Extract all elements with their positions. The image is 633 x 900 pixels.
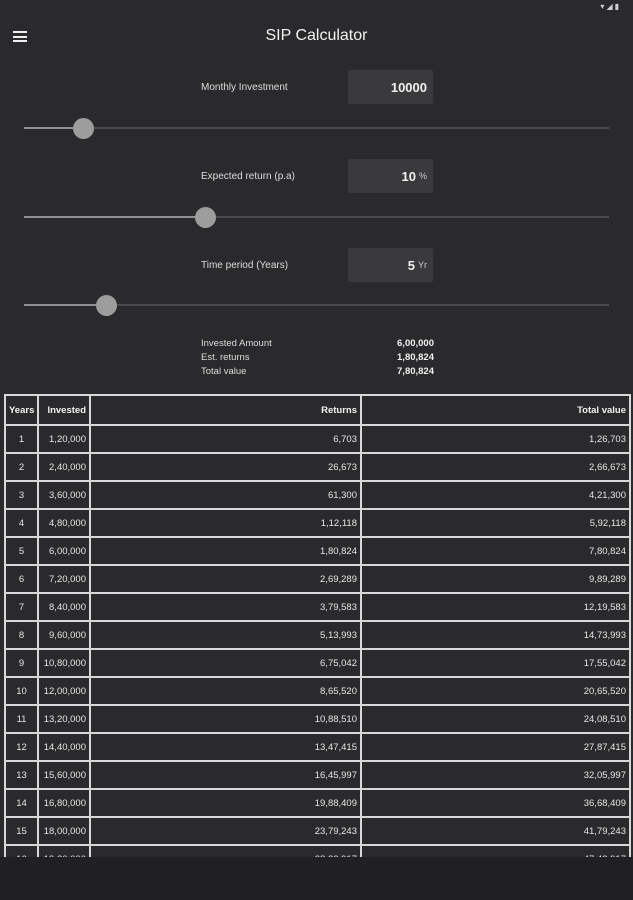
table-row [5, 453, 630, 481]
cell-total-value: 14,73,993 [361, 621, 630, 649]
table-row [5, 817, 630, 845]
cell-returns: 2,69,289 [90, 565, 361, 593]
cell-year: 2 [5, 453, 38, 481]
cell-total-value: 27,87,415 [361, 733, 630, 761]
cell-invested: 1,20,000 [38, 425, 90, 453]
cell-returns: 23,79,243 [90, 817, 361, 845]
slider-thumb[interactable] [73, 118, 94, 139]
est-returns-label: Est. returns [201, 352, 250, 363]
cell-invested: 15,60,000 [38, 761, 90, 789]
monthly-investment-value: 10000 [390, 79, 427, 95]
summary-total [201, 365, 434, 379]
header-returns: Returns [90, 395, 361, 425]
cell-invested: 6,00,000 [38, 537, 90, 565]
table-row [5, 481, 630, 509]
monthly-investment-slider[interactable] [24, 118, 609, 138]
table-row [5, 621, 630, 649]
table-row [5, 509, 630, 537]
cell-invested: 14,40,000 [38, 733, 90, 761]
cell-total-value: 32,05,997 [361, 761, 630, 789]
slider-track [24, 127, 609, 129]
time-period-unit: Yr [418, 260, 427, 270]
cell-total-value: 20,65,520 [361, 677, 630, 705]
cell-total-value: 7,80,824 [361, 537, 630, 565]
cell-invested: 3,60,000 [38, 481, 90, 509]
cell-returns: 3,79,583 [90, 593, 361, 621]
cell-total-value: 12,19,583 [361, 593, 630, 621]
time-period-input[interactable] [348, 248, 433, 282]
summary-panel [201, 337, 434, 379]
status-icons: ▾◢▮ [600, 2, 621, 11]
cell-returns: 5,13,993 [90, 621, 361, 649]
cell-returns: 16,45,997 [90, 761, 361, 789]
cell-returns: 26,673 [90, 453, 361, 481]
cell-invested: 9,60,000 [38, 621, 90, 649]
time-period-value: 5 [407, 257, 415, 273]
invested-amount-value: 6,00,000 [397, 338, 434, 349]
cell-year: 1 [5, 425, 38, 453]
slider-fill [24, 304, 106, 306]
cell-year: 15 [5, 817, 38, 845]
table-row [5, 593, 630, 621]
cell-year: 13 [5, 761, 38, 789]
cell-year: 3 [5, 481, 38, 509]
expected-return-input[interactable] [348, 159, 433, 193]
breakdown-table [4, 394, 631, 874]
cell-total-value: 4,21,300 [361, 481, 630, 509]
cell-total-value: 9,89,289 [361, 565, 630, 593]
summary-returns [201, 351, 434, 365]
cell-returns: 1,80,824 [90, 537, 361, 565]
cell-total-value: 41,79,243 [361, 817, 630, 845]
cell-total-value: 5,92,118 [361, 509, 630, 537]
header-invested: Invested [38, 395, 90, 425]
cell-year: 6 [5, 565, 38, 593]
table-row [5, 537, 630, 565]
cell-returns: 19,88,409 [90, 789, 361, 817]
cell-returns: 61,300 [90, 481, 361, 509]
cell-invested: 16,80,000 [38, 789, 90, 817]
cell-returns: 8,65,520 [90, 677, 361, 705]
cell-year: 11 [5, 705, 38, 733]
header-years: Years [5, 395, 38, 425]
cell-year: 9 [5, 649, 38, 677]
time-period-slider[interactable] [24, 295, 609, 315]
app-bar [0, 14, 633, 58]
total-value-label: Total value [201, 366, 247, 377]
cell-returns: 1,12,118 [90, 509, 361, 537]
cell-total-value: 17,55,042 [361, 649, 630, 677]
total-value-value: 7,80,824 [397, 366, 434, 377]
summary-invested [201, 337, 434, 351]
table-row [5, 425, 630, 453]
cell-invested: 13,20,000 [38, 705, 90, 733]
cell-returns: 13,47,415 [90, 733, 361, 761]
cell-total-value: 1,26,703 [361, 425, 630, 453]
page-title: SIP Calculator [265, 27, 368, 44]
table-row [5, 677, 630, 705]
est-returns-value: 1,80,824 [397, 352, 434, 363]
monthly-investment-label: Monthly Investment [201, 82, 288, 93]
slider-fill [24, 216, 205, 218]
cell-total-value: 2,66,673 [361, 453, 630, 481]
table-header-row [5, 395, 630, 425]
time-period-label: Time period (Years) [201, 260, 289, 271]
cell-invested: 2,40,000 [38, 453, 90, 481]
table-row [5, 789, 630, 817]
invested-amount-label: Invested Amount [201, 338, 272, 349]
bottom-bar [0, 857, 633, 900]
expected-return-label: Expected return (p.a) [201, 171, 295, 182]
expected-return-slider[interactable] [24, 207, 609, 227]
cell-invested: 7,20,000 [38, 565, 90, 593]
cell-year: 4 [5, 509, 38, 537]
cell-invested: 10,80,000 [38, 649, 90, 677]
cell-returns: 6,75,042 [90, 649, 361, 677]
status-bar [0, 0, 633, 14]
table-row [5, 649, 630, 677]
cell-invested: 4,80,000 [38, 509, 90, 537]
cell-total-value: 24,08,510 [361, 705, 630, 733]
cell-returns: 10,88,510 [90, 705, 361, 733]
table-row [5, 705, 630, 733]
table-row [5, 761, 630, 789]
cell-year: 10 [5, 677, 38, 705]
cell-year: 5 [5, 537, 38, 565]
slider-thumb[interactable] [195, 207, 216, 228]
cell-invested: 8,40,000 [38, 593, 90, 621]
slider-thumb[interactable] [96, 295, 117, 316]
table-row [5, 565, 630, 593]
expected-return-value: 10 [401, 168, 416, 184]
expected-return-unit: % [418, 171, 427, 181]
header-total-value: Total value [361, 395, 630, 425]
cell-year: 12 [5, 733, 38, 761]
cell-returns: 6,703 [90, 425, 361, 453]
table-body [5, 425, 630, 873]
cell-invested: 12,00,000 [38, 677, 90, 705]
breakdown-table-container[interactable] [4, 394, 631, 857]
cell-total-value: 36,68,409 [361, 789, 630, 817]
cell-invested: 18,00,000 [38, 817, 90, 845]
cell-year: 14 [5, 789, 38, 817]
table-row [5, 733, 630, 761]
cell-year: 8 [5, 621, 38, 649]
monthly-investment-input[interactable] [348, 70, 433, 104]
cell-year: 7 [5, 593, 38, 621]
